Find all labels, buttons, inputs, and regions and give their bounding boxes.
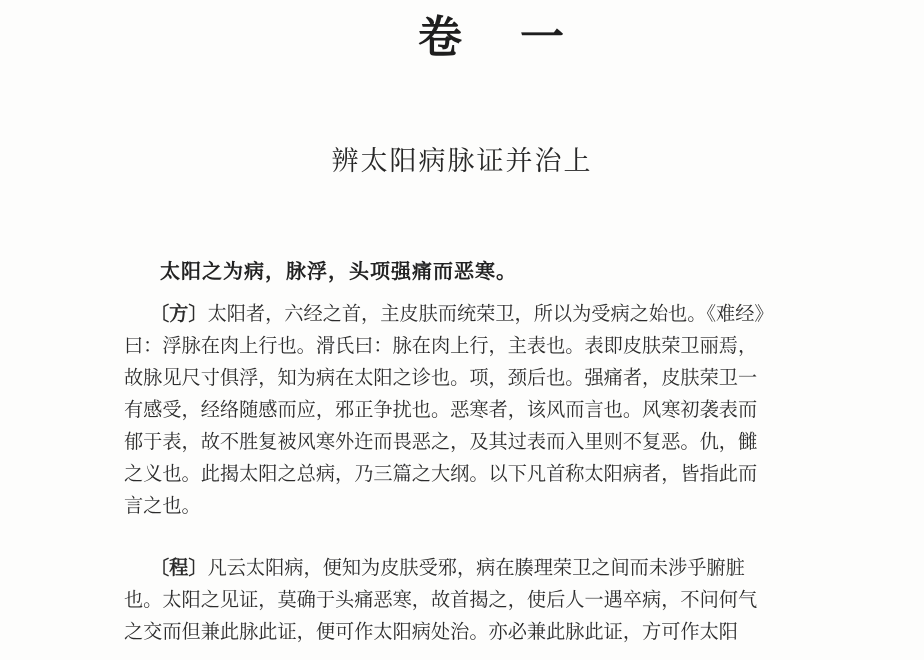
paragraph-line-text: 太阳者，六经之首，主皮肤而统荣卫，所以为受病之始也。《难经》 xyxy=(207,302,774,325)
commentary-tag: 〔程〕 xyxy=(150,556,208,579)
commentary-paragraph-cheng xyxy=(124,552,840,648)
paragraph-line: 故脉见尺寸俱浮，知为病在太阳之诊也。项，颈后也。强痛者，皮肤荣卫一 xyxy=(124,366,758,389)
paragraph-line: 言之也。 xyxy=(124,494,201,517)
paragraph-line: 也。太阳之见证，莫确于头痛恶寒，故首揭之，使后人一遇卒病，不问何气 xyxy=(124,588,758,611)
paragraph-line: 之义也。此揭太阳之总病，乃三篇之大纲。以下凡首称太阳病者，皆指此而 xyxy=(124,462,758,485)
paragraph-line-text: 凡云太阳病，便知为皮肤受邪，病在腠理荣卫之间而未涉乎腑脏 xyxy=(207,556,745,579)
section-title: 辨太阳病脉证并治上 xyxy=(331,146,593,177)
commentary-tag: 〔方〕 xyxy=(150,302,208,325)
paragraph-line: 郁于表，故不胜复被风寒外迕而畏恶之，及其过表而入里则不复恶。仇，雠 xyxy=(124,430,758,453)
paragraph-line: 有感受，经络随感而应，邪正争扰也。恶寒者，该风而言也。风寒初袭表而 xyxy=(124,398,758,421)
canon-text: 太阳之为病，脉浮，头项强痛而恶寒。 xyxy=(160,259,517,283)
paragraph-line: 曰：浮脉在肉上行也。滑氏曰：脉在肉上行，主表也。表即皮肤荣卫丽焉， xyxy=(124,334,758,357)
paragraph-line: 之交而但兼此脉此证，便可作太阳病处治。亦必兼此脉此证，方可作太阳 xyxy=(124,620,738,643)
paragraph-line xyxy=(124,298,840,330)
commentary-paragraph-fang xyxy=(124,298,840,522)
volume-title: 卷一 xyxy=(418,12,622,63)
paragraph-line xyxy=(124,552,840,584)
